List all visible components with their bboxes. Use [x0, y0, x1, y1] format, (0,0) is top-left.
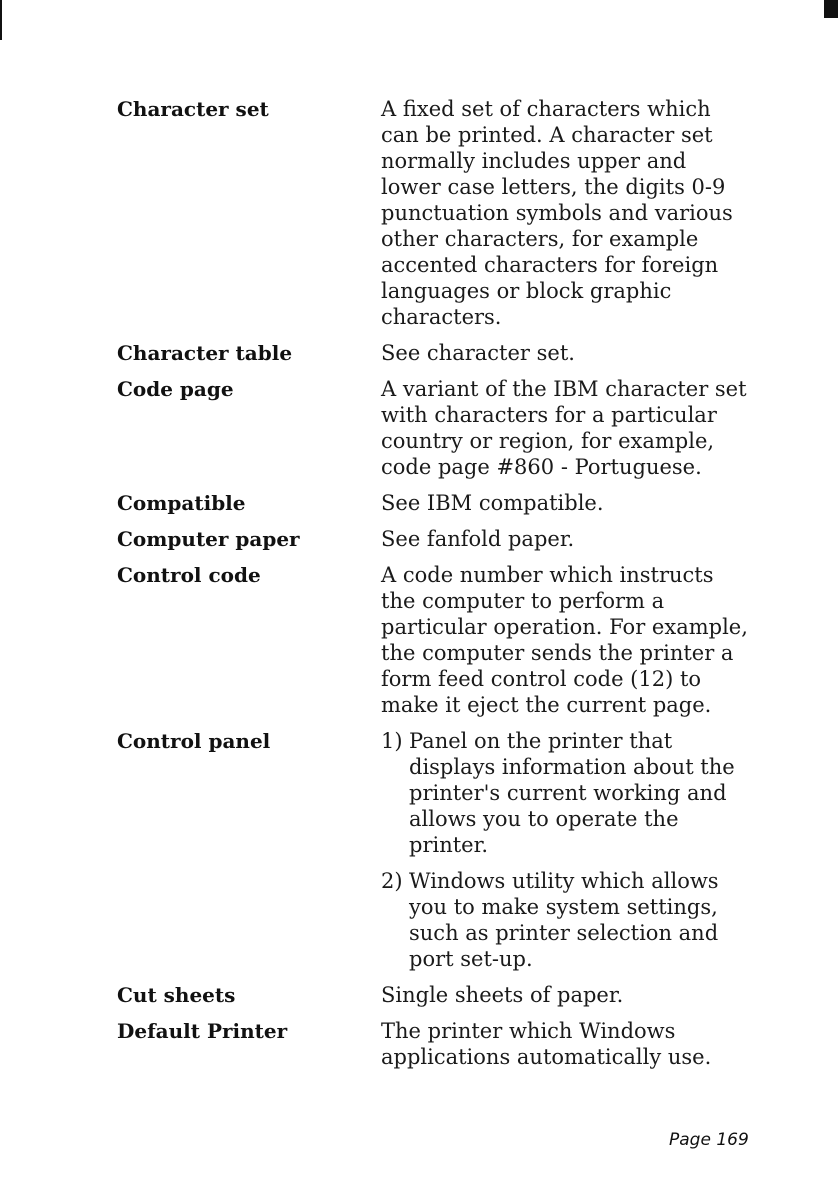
glossary-definition: A code number which instructs the computer to perform a particular operation. For example, the computer sends the printer a form feed control code (12) to make it eject the current page.	[381, 563, 748, 717]
glossary-term: Code page	[117, 377, 234, 401]
item-text: Windows utility which allows you to make system settings, such as printer selection and port set-up.	[409, 869, 719, 971]
glossary-entry	[117, 376, 757, 480]
item-text: Panel on the printer that displays information about the printer's current working and allows you to operate the printer.	[409, 729, 735, 857]
glossary-entry	[117, 96, 757, 330]
glossary-entry	[117, 340, 757, 366]
glossary-term: Computer paper	[117, 527, 300, 551]
glossary-definition: The printer which Windows applications automatically use.	[381, 1019, 712, 1069]
glossary-entry	[117, 982, 757, 1008]
glossary-term: Character set	[117, 97, 269, 121]
glossary-definition	[381, 728, 749, 972]
glossary-term: Default Printer	[117, 1019, 288, 1043]
glossary-entry	[117, 526, 757, 552]
glossary-entry	[117, 562, 757, 718]
glossary-entry	[117, 728, 757, 972]
glossary-term: Character table	[117, 341, 293, 365]
glossary-term: Control code	[117, 563, 261, 587]
item-number: 1)	[381, 729, 403, 753]
glossary-definition: See fanfold paper.	[381, 527, 575, 551]
numbered-item	[381, 728, 749, 858]
glossary	[117, 96, 757, 1080]
item-number: 2)	[381, 869, 403, 893]
glossary-definition: See IBM compatible.	[381, 491, 604, 515]
glossary-definition: Single sheets of paper.	[381, 983, 624, 1007]
page-number: Page 169	[669, 1130, 749, 1150]
glossary-definition: A fixed set of characters which can be printed. A character set normally includes upper and lower case letters, the digits 0-9 punctuation symbols and various other characters, for example accented characters for foreign languages or block graphic characters.	[381, 97, 733, 329]
glossary-term: Cut sheets	[117, 983, 236, 1007]
scan-corner-mark	[824, 0, 838, 18]
glossary-definition: A variant of the IBM character set with characters for a particular country or region, for example, code page #860 - Portuguese.	[381, 377, 747, 479]
numbered-item	[381, 868, 749, 972]
glossary-term: Control panel	[117, 729, 271, 753]
glossary-entry	[117, 490, 757, 516]
scan-edge-mark	[0, 0, 2, 40]
glossary-entry	[117, 1018, 757, 1070]
glossary-term: Compatible	[117, 491, 246, 515]
glossary-definition: See character set.	[381, 341, 575, 365]
